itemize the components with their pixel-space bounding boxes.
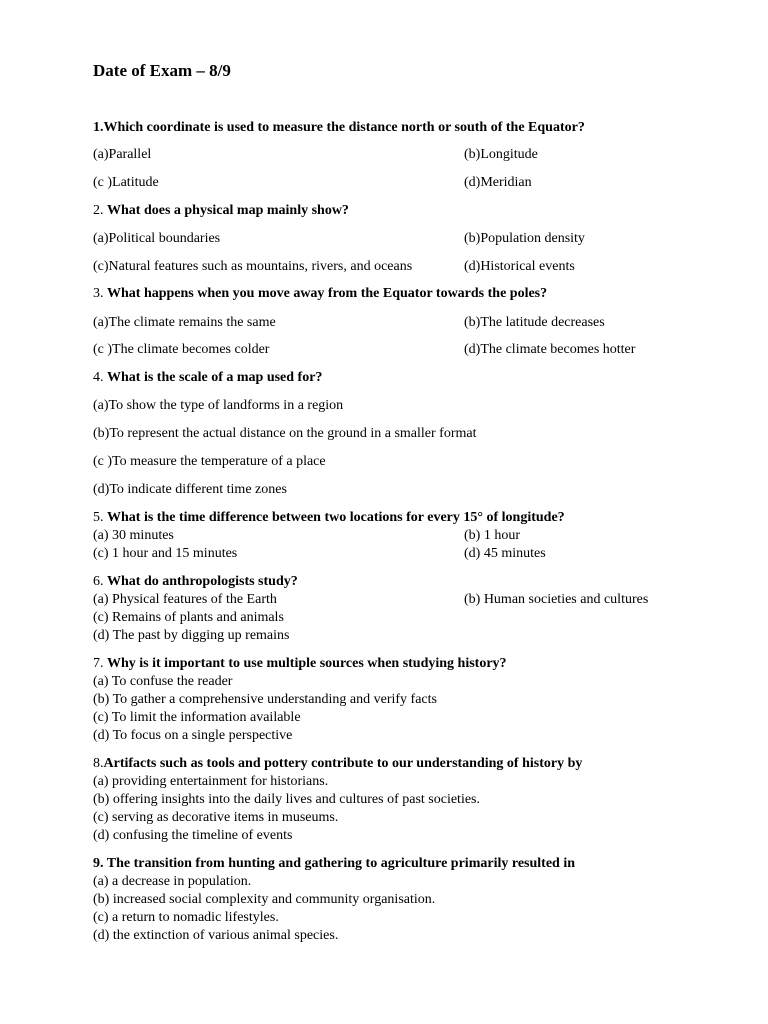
question-6-option-d: (d) The past by digging up remains: [93, 628, 290, 643]
question-9-option-d: (d) the extinction of various animal species.: [93, 928, 339, 943]
question-number: 8.: [93, 756, 104, 771]
question-number: 1.: [93, 120, 104, 135]
question-9-option-a: (a) a decrease in population.: [93, 874, 252, 889]
question-text: What is the scale of a map used for?: [107, 370, 323, 385]
question-5: [93, 509, 565, 527]
question-2-option-a: (a)Political boundaries: [93, 231, 221, 246]
question-3-option-d: (d)The climate becomes hotter: [464, 342, 636, 357]
question-text: Why is it important to use multiple sources when studying history?: [107, 656, 507, 671]
question-number: 7.: [93, 656, 104, 671]
question-8-option-b: (b) offering insights into the daily lives and cultures of past societies.: [93, 792, 480, 807]
question-7-option-b: (b) To gather a comprehensive understanding and verify facts: [93, 692, 437, 707]
question-7: [93, 655, 507, 673]
question-3: [93, 285, 547, 303]
question-5-option-c: (c) 1 hour and 15 minutes: [93, 546, 238, 561]
question-text: Which coordinate is used to measure the distance north or south of the Equator?: [103, 120, 585, 135]
question-number: 6.: [93, 574, 104, 589]
question-number: 9.: [93, 856, 104, 871]
question-3-option-c: (c )The climate becomes colder: [93, 342, 270, 357]
question-4-option-b: (b)To represent the actual distance on the ground in a smaller format: [93, 426, 477, 441]
question-6-option-c: (c) Remains of plants and animals: [93, 610, 284, 625]
question-4-option-c: (c )To measure the temperature of a place: [93, 454, 326, 469]
question-1-option-d: (d)Meridian: [464, 175, 532, 190]
question-8-option-c: (c) serving as decorative items in museums.: [93, 810, 339, 825]
question-2-option-d: (d)Historical events: [464, 259, 575, 274]
question-7-option-d: (d) To focus on a single perspective: [93, 728, 293, 743]
question-4-option-d: (d)To indicate different time zones: [93, 482, 287, 497]
question-number: 3.: [93, 286, 104, 301]
question-text: Artifacts such as tools and pottery contribute to our understanding of history by: [103, 756, 583, 771]
question-2-option-b: (b)Population density: [464, 231, 585, 246]
question-9-option-b: (b) increased social complexity and community organisation.: [93, 892, 436, 907]
question-6-option-a: (a) Physical features of the Earth: [93, 592, 277, 607]
question-text: What do anthropologists study?: [107, 574, 298, 589]
question-9-option-c: (c) a return to nomadic lifestyles.: [93, 910, 279, 925]
question-number: 4.: [93, 370, 104, 385]
question-3-option-b: (b)The latitude decreases: [464, 315, 605, 330]
question-1-option-a: (a)Parallel: [93, 147, 152, 162]
question-6-option-b: (b) Human societies and cultures: [464, 592, 649, 607]
question-8-option-a: (a) providing entertainment for historians.: [93, 774, 329, 789]
question-5-option-a: (a) 30 minutes: [93, 528, 174, 543]
question-8: [93, 755, 582, 773]
question-6: [93, 573, 298, 591]
question-2: [93, 202, 349, 220]
question-1-option-c: (c )Latitude: [93, 175, 159, 190]
question-text: What does a physical map mainly show?: [107, 203, 349, 218]
question-4-option-a: (a)To show the type of landforms in a region: [93, 398, 344, 413]
question-text: What is the time difference between two locations for every 15° of longitude?: [107, 510, 565, 525]
question-9: [93, 855, 575, 873]
question-4: [93, 369, 322, 387]
exam-date-title: Date of Exam – 8/9: [93, 61, 231, 80]
question-8-option-d: (d) confusing the timeline of events: [93, 828, 293, 843]
question-number: 2.: [93, 203, 104, 218]
question-text: What happens when you move away from the Equator towards the poles?: [107, 286, 548, 301]
question-5-option-d: (d) 45 minutes: [464, 546, 546, 561]
question-text: The transition from hunting and gathering to agriculture primarily resulted in: [106, 856, 575, 871]
question-3-option-a: (a)The climate remains the same: [93, 315, 276, 330]
question-7-option-a: (a) To confuse the reader: [93, 674, 233, 689]
question-7-option-c: (c) To limit the information available: [93, 710, 301, 725]
question-2-option-c: (c)Natural features such as mountains, rivers, and oceans: [93, 259, 413, 274]
question-number: 5.: [93, 510, 104, 525]
question-5-option-b: (b) 1 hour: [464, 528, 520, 543]
question-1: [93, 119, 585, 137]
question-1-option-b: (b)Longitude: [464, 147, 538, 162]
